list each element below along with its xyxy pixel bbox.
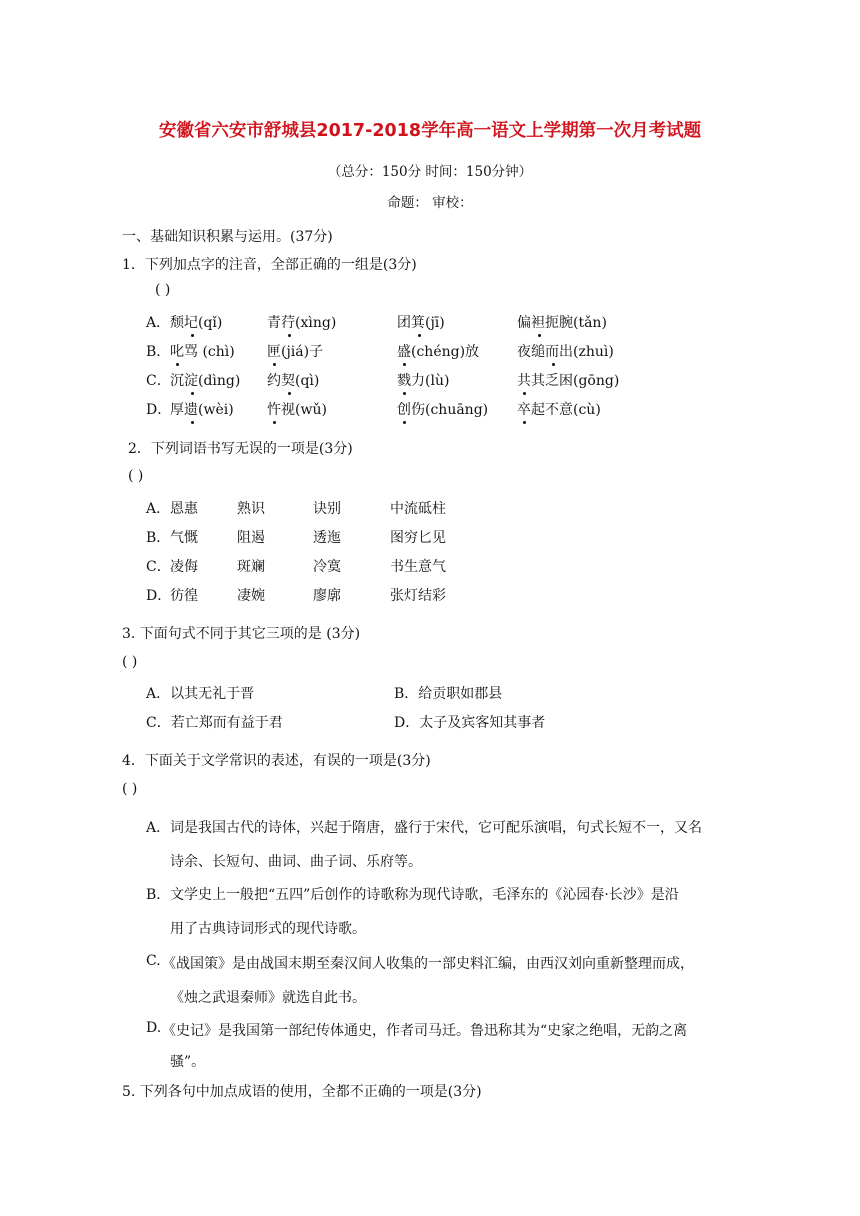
- q1-option-item: [397, 370, 449, 390]
- q2-option-word: 张灯结彩: [390, 588, 446, 604]
- q1-option-item: [397, 312, 445, 332]
- q1-option-item: [517, 312, 607, 332]
- q1-option-item-text: 创伤(chuāng): [397, 402, 489, 418]
- q1-option-item-text: 戮力(lù): [397, 373, 450, 389]
- q4-option-text-continued: 诗余、长短句、曲词、曲子词、乐府等。: [170, 854, 422, 870]
- q4-option-text-continued: 用了古典诗词形式的现代诗歌。: [170, 921, 366, 937]
- q1-option-item-text: 匣(jiá)子: [267, 344, 324, 360]
- q4-option-text: 词是我国古代的诗体，兴起于隋唐，盛行于宋代，它可配乐演唱，句式长短不一，又名: [170, 820, 702, 836]
- q1-option-item: [517, 399, 601, 419]
- score-time-info: （总分：150分 时间：150分钟）: [327, 164, 533, 180]
- q1-option-item: [267, 341, 323, 361]
- q3-option: D．太子及宾客知其事者: [394, 715, 546, 731]
- q1-option-item-text: 颓圮(qǐ): [170, 315, 223, 331]
- q4-option-text: 《史记》是我国第一部纪传体通史，作者司马迁。鲁迅称其为“史家之绝唱，无韵之离: [162, 1023, 688, 1039]
- q4-option-label: D.: [146, 1020, 162, 1036]
- q1-option-item-text: 夜缒而出(zhuì): [517, 344, 614, 360]
- q2-option-word: 熟识: [237, 501, 265, 517]
- q1-option-item-text: 卒起不意(cù): [517, 402, 601, 418]
- q2-option-word: 彷徨: [170, 588, 198, 604]
- question-4-answer-paren: ( ): [122, 781, 138, 797]
- question-5-stem: 5. 下列各句中加点成语的使用，全都不正确的一项是(3分): [122, 1084, 482, 1100]
- q1-option-item: [170, 399, 234, 419]
- q1-option-label: B．: [146, 344, 171, 360]
- q2-option-word: 透迤: [313, 530, 341, 546]
- q1-option-item: [397, 341, 479, 361]
- q2-option-word: 图穷匕见: [390, 530, 446, 546]
- question-3-stem: 3. 下面句式不同于其它三项的是 (3分): [122, 626, 361, 642]
- page-title: 安徽省六安市舒城县2017-2018学年高一语文上学期第一次月考试题: [158, 121, 702, 141]
- q1-option-item: [170, 341, 235, 361]
- question-1-stem: 1．下列加点字的注音，全部正确的一组是(3分): [122, 257, 417, 273]
- question-2-answer-paren: ( ): [128, 468, 144, 484]
- q2-option-word: 凌侮: [170, 559, 198, 575]
- q2-option-label: A．: [146, 501, 171, 517]
- q4-option-text: 文学史上一般把“五四”后创作的诗歌称为现代诗歌，毛泽东的《沁园春·长沙》是沿: [170, 887, 679, 903]
- q2-option-label: B．: [146, 530, 171, 546]
- question-3-answer-paren: ( ): [122, 654, 138, 670]
- q4-option-text-continued: 骚”。: [170, 1054, 206, 1070]
- q1-option-item: [517, 370, 619, 390]
- section-heading: 一、基础知识积累与运用。(37分): [122, 229, 333, 245]
- q3-option: B．给贡职如郡县: [394, 686, 503, 702]
- q1-option-item-text: 忤视(wǔ): [267, 402, 327, 418]
- q1-option-label: C．: [146, 373, 171, 389]
- q1-option-item-text: 厚遗(wèi): [170, 402, 234, 418]
- question-4-stem: 4．下面关于文学常识的表述，有误的一项是(3分): [122, 753, 431, 769]
- q1-option-item-text: 共其乏困(gōng): [517, 373, 620, 389]
- q2-option-word: 廖廓: [313, 588, 341, 604]
- q1-option-item: [267, 399, 327, 419]
- q1-option-item: [267, 312, 336, 332]
- q2-option-label: D．: [146, 588, 172, 604]
- q4-option-label: A．: [146, 820, 171, 836]
- question-2-stem: 2．下列词语书写无误的一项是(3分): [128, 441, 353, 457]
- q1-option-item-text: 偏袒扼腕(tǎn): [517, 315, 607, 331]
- q2-option-word: 书生意气: [390, 559, 446, 575]
- q2-option-word: 斑斓: [237, 559, 265, 575]
- q2-option-word: 气慨: [170, 530, 198, 546]
- question-1-answer-paren: ( ): [155, 282, 171, 298]
- q2-option-word: 冷寞: [313, 559, 341, 575]
- q4-option-label: B．: [146, 887, 171, 903]
- q1-option-item: [267, 370, 319, 390]
- q2-option-word: 诀别: [313, 501, 341, 517]
- q1-option-item: [170, 312, 222, 332]
- q1-option-label: A．: [146, 315, 171, 331]
- q3-option: C．若亡郑而有益于君: [146, 715, 283, 731]
- q1-option-item: [170, 370, 240, 390]
- q1-option-item-text: 盛(chéng)放: [397, 344, 480, 360]
- q1-option-item-text: 团箕(jī): [397, 315, 445, 331]
- q2-option-word: 凄婉: [237, 588, 265, 604]
- q1-option-item-text: 约契(qì): [267, 373, 320, 389]
- q1-option-item-text: 青荇(xìng): [267, 315, 337, 331]
- q4-option-label: C.: [146, 953, 161, 969]
- q1-option-item: [397, 399, 488, 419]
- reviewers-line: 命题： 审校：: [387, 195, 473, 211]
- q4-option-text: 《战国策》是由战国末期至秦汉间人收集的一部史料汇编，由西汉刘向重新整理而成，: [162, 956, 694, 972]
- q2-option-word: 恩惠: [170, 501, 198, 517]
- q3-option: A．以其无礼于晋: [146, 686, 255, 702]
- q2-option-word: 中流砥柱: [390, 501, 446, 517]
- q2-option-label: C．: [146, 559, 171, 575]
- q1-option-item-text: 沉淀(dìng): [170, 373, 241, 389]
- q4-option-text-continued: 《烛之武退秦师》就选自此书。: [170, 990, 366, 1006]
- q2-option-word: 阻遏: [237, 530, 265, 546]
- q1-option-label: D．: [146, 402, 172, 418]
- q1-option-item: [517, 341, 614, 361]
- q1-option-item-text: 叱骂 (chì): [170, 344, 235, 360]
